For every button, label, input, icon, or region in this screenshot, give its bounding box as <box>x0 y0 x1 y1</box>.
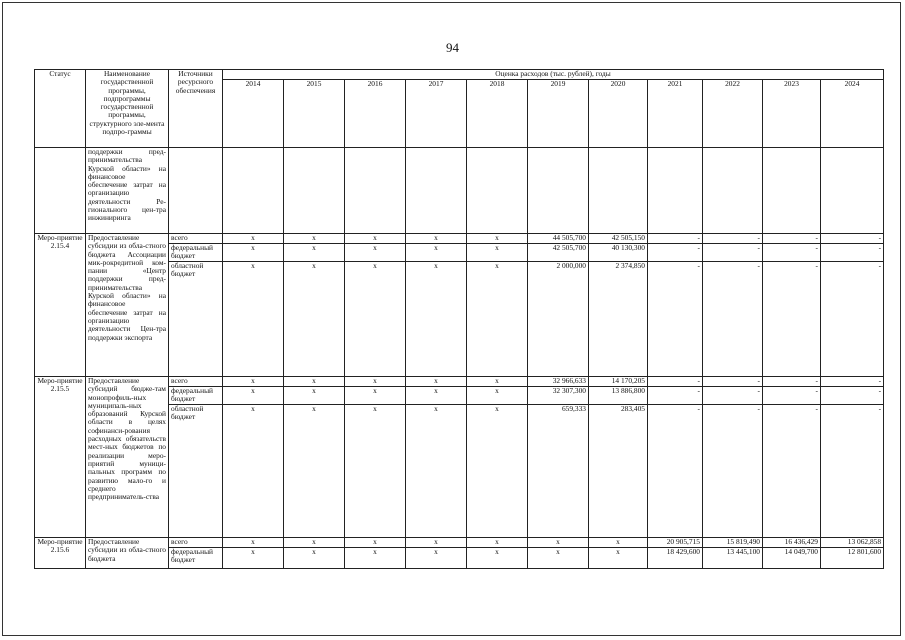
value-cell: x <box>467 548 528 569</box>
value-cell: x <box>406 548 467 569</box>
value-cell: - <box>648 244 703 262</box>
continuation-name-cell: поддержки пред-принимательства Курской области» на финансовое обеспечение затрат на организацию деятельности Ре-гионального цен-тра инжиниринга <box>86 148 169 234</box>
source-cell: федеральный бюджет <box>169 387 223 405</box>
value-cell: x <box>284 244 345 262</box>
value-cell: x <box>467 387 528 405</box>
header-year: 2020 <box>589 80 648 148</box>
source-cell: областной бюджет <box>169 405 223 538</box>
value-cell: 32 966,633 <box>528 377 589 387</box>
header-year: 2018 <box>467 80 528 148</box>
header-year: 2019 <box>528 80 589 148</box>
value-cell: x <box>345 538 406 548</box>
value-cell: - <box>763 405 821 538</box>
header-year: 2016 <box>345 80 406 148</box>
value-cell: - <box>648 405 703 538</box>
value-cell: 283,405 <box>589 405 648 538</box>
value-cell: x <box>284 548 345 569</box>
value-cell: x <box>345 548 406 569</box>
value-cell: x <box>345 387 406 405</box>
value-cell: x <box>345 377 406 387</box>
value-cell: - <box>821 377 884 387</box>
value-cell: 13 445,100 <box>703 548 763 569</box>
header-year: 2015 <box>284 80 345 148</box>
source-cell: федеральный бюджет <box>169 548 223 569</box>
value-cell: - <box>763 244 821 262</box>
value-cell: x <box>467 234 528 244</box>
value-cell: 15 819,490 <box>703 538 763 548</box>
value-cell: x <box>406 405 467 538</box>
value-cell: x <box>223 387 284 405</box>
value-cell: - <box>703 262 763 377</box>
value-cell: x <box>589 548 648 569</box>
value-cell: x <box>467 377 528 387</box>
value-cell: x <box>406 377 467 387</box>
value-cell: 14 170,205 <box>589 377 648 387</box>
value-cell: - <box>648 234 703 244</box>
status-cell: Меро-приятие 2.15.6 <box>35 538 86 569</box>
value-cell: x <box>406 244 467 262</box>
value-cell: x <box>467 405 528 538</box>
value-cell: x <box>223 405 284 538</box>
value-cell: - <box>821 244 884 262</box>
value-cell: 2 000,000 <box>528 262 589 377</box>
value-cell: x <box>223 377 284 387</box>
header-source: Источники ресурсного обеспечения <box>169 70 223 148</box>
source-cell: всего <box>169 538 223 548</box>
value-cell: x <box>284 387 345 405</box>
value-cell: x <box>345 262 406 377</box>
budget-table <box>34 69 884 569</box>
table-row <box>35 234 884 244</box>
value-cell: x <box>467 538 528 548</box>
source-cell: всего <box>169 234 223 244</box>
header-year: 2022 <box>703 80 763 148</box>
value-cell: - <box>648 387 703 405</box>
value-cell: x <box>406 262 467 377</box>
header-year: 2014 <box>223 80 284 148</box>
value-cell: - <box>703 244 763 262</box>
value-cell: - <box>703 377 763 387</box>
value-cell: x <box>284 538 345 548</box>
value-cell: x <box>284 234 345 244</box>
value-cell: - <box>763 234 821 244</box>
value-cell: 44 505,700 <box>528 234 589 244</box>
value-cell: x <box>467 262 528 377</box>
header-year: 2021 <box>648 80 703 148</box>
table-row <box>35 148 884 234</box>
value-cell: 16 436,429 <box>763 538 821 548</box>
header-status: Статус <box>35 70 86 148</box>
value-cell: x <box>406 538 467 548</box>
value-cell: x <box>528 538 589 548</box>
value-cell: x <box>223 262 284 377</box>
table-row <box>35 538 884 548</box>
status-cell <box>35 148 86 234</box>
measure-name-cell: Предоставление субсидии из обла-стного бюджета Ассоциации мик-рокредитной ком-пании «Центр поддержки пред-принимательства Курской области» на финансовое обеспечение затрат на организацию деятельности Цен-тра поддержки экспорта <box>86 234 169 377</box>
value-cell: x <box>223 244 284 262</box>
value-cell: - <box>763 262 821 377</box>
source-cell: областной бюджет <box>169 262 223 377</box>
value-cell: 659,333 <box>528 405 589 538</box>
source-cell: федеральный бюджет <box>169 244 223 262</box>
status-cell: Меро-приятие 2.15.4 <box>35 234 86 377</box>
value-cell: - <box>821 262 884 377</box>
value-cell: - <box>703 234 763 244</box>
header-year: 2023 <box>763 80 821 148</box>
source-cell: всего <box>169 377 223 387</box>
header-name: Наименование государственной программы, подпрограммы государственной программы, структурного эле-мента подпро-граммы <box>86 70 169 148</box>
value-cell: x <box>223 538 284 548</box>
value-cell: 14 049,700 <box>763 548 821 569</box>
value-cell: x <box>345 234 406 244</box>
table-row <box>35 377 884 387</box>
value-cell: - <box>821 234 884 244</box>
value-cell: x <box>406 387 467 405</box>
value-cell: x <box>223 234 284 244</box>
value-cell: - <box>763 377 821 387</box>
value-cell: 40 130,300 <box>589 244 648 262</box>
value-cell: 2 374,850 <box>589 262 648 377</box>
header-year: 2024 <box>821 80 884 148</box>
value-cell: - <box>648 377 703 387</box>
value-cell: 42 505,150 <box>589 234 648 244</box>
measure-name-cell: Предоставление субсидий бюдже-там монопрофиль-ных муниципаль-ных образований Курской области в целях софинанси-рования расходных обязательств мест-ных бюджетов по реализации меро-приятий муници-пальных программ по развитию мало-го и среднего предприниматель-ства <box>86 377 169 538</box>
value-cell: x <box>284 262 345 377</box>
value-cell: x <box>406 234 467 244</box>
measure-name-cell: Предоставление субсидии из обла-стного бюджета <box>86 538 169 569</box>
value-cell: x <box>223 548 284 569</box>
page-number: 94 <box>446 40 459 55</box>
value-cell: 32 307,300 <box>528 387 589 405</box>
value-cell: 42 505,700 <box>528 244 589 262</box>
value-cell: - <box>821 405 884 538</box>
value-cell: x <box>284 377 345 387</box>
value-cell: x <box>284 405 345 538</box>
value-cell: x <box>589 538 648 548</box>
value-cell: x <box>467 244 528 262</box>
value-cell: 13 062,858 <box>821 538 884 548</box>
value-cell: x <box>345 244 406 262</box>
value-cell: 12 801,600 <box>821 548 884 569</box>
value-cell: 13 886,800 <box>589 387 648 405</box>
value-cell: - <box>703 387 763 405</box>
value-cell: 18 429,600 <box>648 548 703 569</box>
value-cell: x <box>528 548 589 569</box>
status-cell: Меро-приятие 2.15.5 <box>35 377 86 538</box>
header-year: 2017 <box>406 80 467 148</box>
value-cell: 20 905,715 <box>648 538 703 548</box>
value-cell: - <box>821 387 884 405</box>
value-cell: - <box>648 262 703 377</box>
value-cell: x <box>345 405 406 538</box>
header-estimate: Оценка расходов (тыс. рублей), годы <box>223 70 884 80</box>
value-cell: - <box>703 405 763 538</box>
value-cell: - <box>763 387 821 405</box>
